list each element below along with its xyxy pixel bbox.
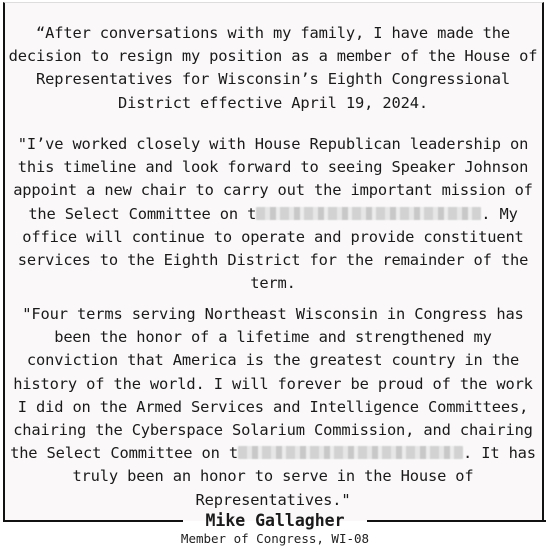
statement-paragraph-3 bbox=[8, 303, 538, 512]
signature-title: Member of Congress, WI-08 bbox=[180, 531, 370, 546]
paragraph-3-text-after: . It has truly been an honor to serve in the House of Representatives." bbox=[72, 444, 536, 509]
paragraph-2-text-after: . My office will continue to operate and provide constituent services to the Eighth District for the remainder of the term. bbox=[17, 204, 529, 293]
paragraph-2-text-before: "I’ve worked closely with House Republican leadership on this timeline and look forward to seeing Speaker Johnson appoint a new chair to carry out the important mission of the Select Committee on t bbox=[13, 135, 533, 223]
signature-name: Mike Gallagher bbox=[205, 511, 345, 530]
redacted-text-block bbox=[238, 446, 463, 459]
statement-paragraph-2 bbox=[8, 133, 538, 295]
redacted-text-block bbox=[256, 207, 481, 220]
paragraph-1-text: “After conversations with my family, I have made the decision to resign my position as a member of the House of Representatives for Wisconsin’s Eighth Congressional District effective April 19, 2024. bbox=[8, 24, 538, 112]
paragraph-3-text-before: "Four terms serving Northeast Wisconsin in Congress has been the honor of a lifetime and strengthened my conviction that America is the greatest country in the history of the world. I will forever be proud of the work I did on the Armed Services and Intelligence Committees, chairing the Cyberspace Solarium Commission, and chairing the Select Committee on t bbox=[10, 305, 533, 463]
statement-paragraph-1 bbox=[8, 22, 538, 115]
